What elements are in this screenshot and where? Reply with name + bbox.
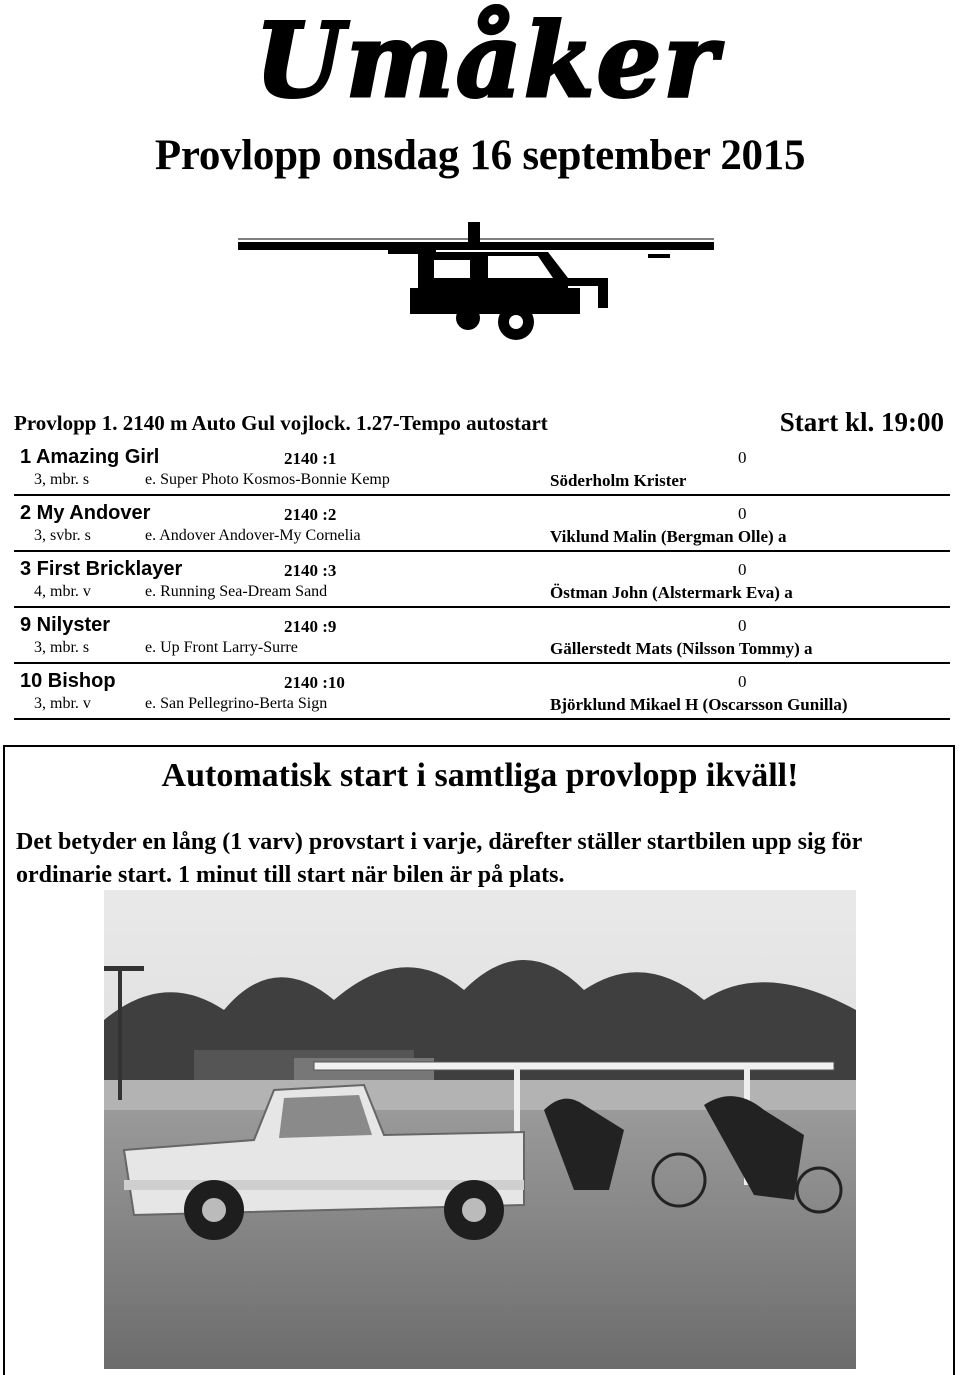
driver-trainer: Björklund Mikael H (Oscarsson Gunilla) — [550, 695, 848, 714]
earnings: 0 — [738, 616, 747, 635]
distance-post: 2140 :3 — [284, 561, 337, 580]
entry-row — [14, 552, 950, 608]
entry-row — [14, 496, 950, 552]
pedigree: e. Super Photo Kosmos-Bonnie Kemp — [145, 471, 390, 488]
horse-name: 9 Nilyster — [20, 614, 111, 636]
start-time: Start kl. 19:00 — [779, 407, 944, 437]
pedigree: e. Up Front Larry-Surre — [145, 639, 298, 656]
pedigree: e. San Pellegrino-Berta Sign — [145, 695, 328, 712]
age-sex: 4, mbr. v — [34, 583, 91, 600]
page-title: Provlopp onsdag 16 september 2015 — [154, 132, 806, 179]
umaker-logo — [195, 4, 780, 112]
pedigree: e. Running Sea-Dream Sand — [145, 583, 328, 600]
age-sex: 3, mbr. s — [34, 471, 90, 488]
distance-post: 2140 :10 — [284, 673, 345, 692]
horse-name: 1 Amazing Girl — [20, 446, 160, 468]
earnings: 0 — [738, 448, 747, 467]
notice-heading: Automatisk start i samtliga provlopp ikväll! — [161, 757, 799, 794]
horse-name: 2 My Andover — [20, 502, 151, 524]
horse-name: 3 First Bricklayer — [20, 558, 183, 580]
distance-post: 2140 :9 — [284, 617, 337, 636]
age-sex: 3, mbr. s — [34, 639, 90, 656]
horse-name: 10 Bishop — [20, 670, 116, 692]
earnings: 0 — [738, 672, 747, 691]
earnings: 0 — [738, 504, 747, 523]
driver-trainer: Östman John (Alstermark Eva) a — [550, 583, 793, 602]
pedigree: e. Andover Andover-My Cornelia — [145, 527, 361, 544]
race-title: Provlopp 1. 2140 m Auto Gul vojlock. 1.27-Tempo autostart — [14, 411, 548, 435]
logo-lettering: Umåker — [254, 4, 720, 112]
race-header — [14, 404, 950, 440]
driver-trainer: Söderholm Krister — [550, 471, 687, 490]
start-car-illustration — [238, 218, 714, 348]
age-sex: 3, mbr. v — [34, 695, 91, 712]
age-sex: 3, svbr. s — [34, 527, 91, 544]
start-car-photo — [104, 890, 856, 1369]
entry-row — [14, 608, 950, 664]
entry-row — [14, 664, 950, 720]
driver-trainer: Gällerstedt Mats (Nilsson Tommy) a — [550, 639, 813, 658]
notice-text: Det betyder en lång (1 varv) provstart i varje, därefter ställer startbilen upp sig för ordinarie start. 1 minut till start när bilen är på plats. — [16, 829, 862, 888]
driver-trainer: Viklund Malin (Bergman Olle) a — [550, 527, 787, 546]
earnings: 0 — [738, 560, 747, 579]
distance-post: 2140 :1 — [284, 449, 337, 468]
distance-post: 2140 :2 — [284, 505, 337, 524]
entry-row — [14, 440, 950, 496]
